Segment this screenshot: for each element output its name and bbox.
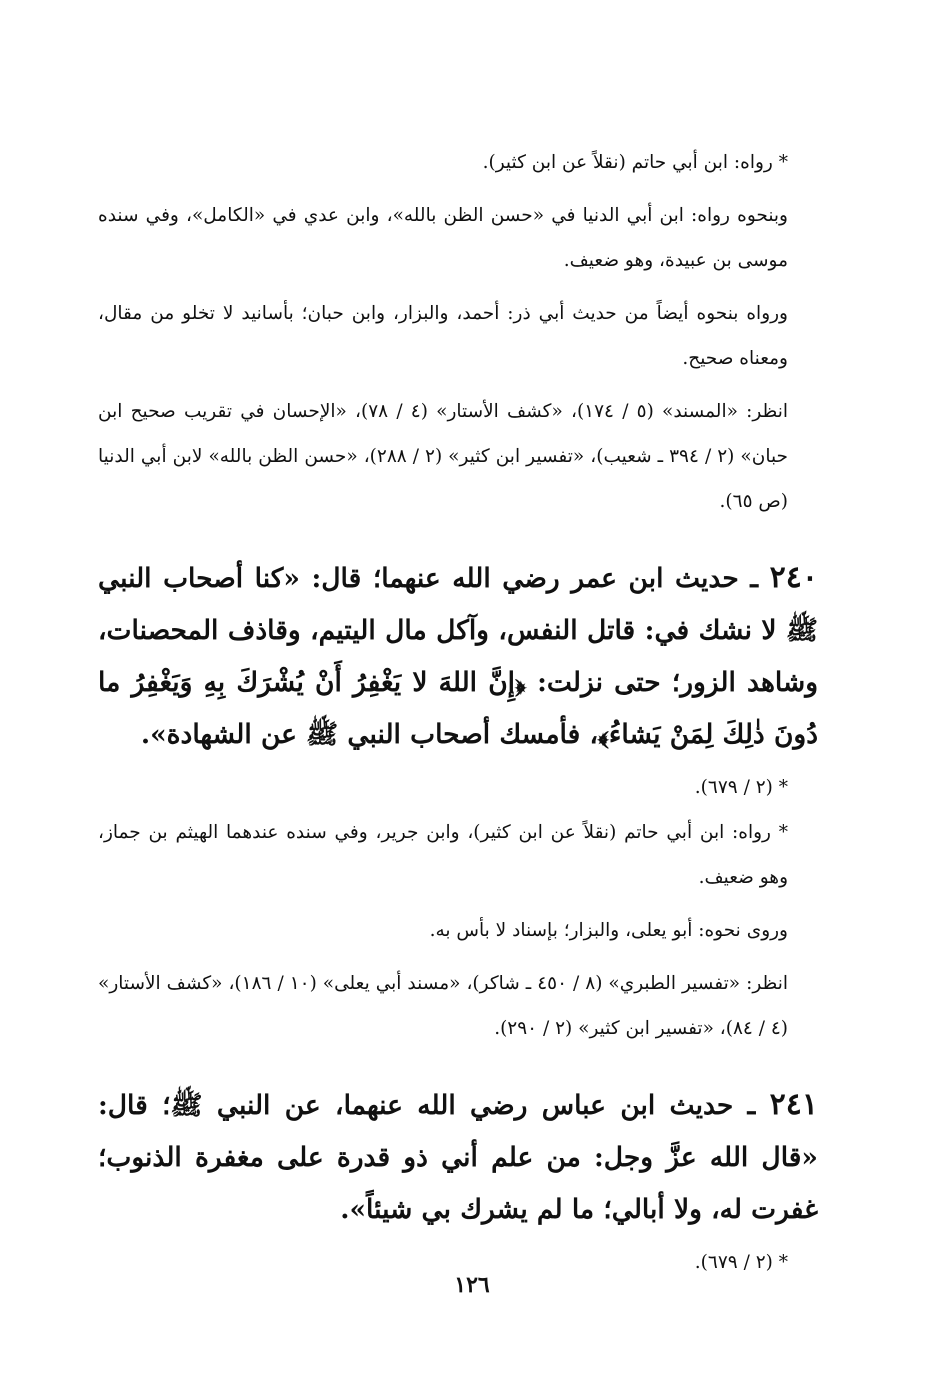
narration-text: * رواه: ابن أبي حاتم (نقلاً عن ابن كثير)، وابن جرير، وفي سنده عندهما الهيثم بن جماز، وهو ضعيف. xyxy=(98,822,788,888)
hadith-reference: * (٢ / ٦٧٩). xyxy=(694,777,788,798)
hadith-reference: * (٢ / ٦٧٩). xyxy=(694,1252,788,1273)
similar-narration-text: وبنحوه رواه: ابن أبي الدنيا في «حسن الظن بالله»، وابن عدي في «الكامل»، وفي سنده موسى بن عبيدة، وهو ضعيف. xyxy=(98,205,788,271)
abu-dharr-narration-text: ورواه بنحوه أيضاً من حديث أبي ذر: أحمد، والبزار، وابن حبان؛ بأسانيد لا تخلو من مقال، ومعناه صحيح. xyxy=(98,303,788,369)
hadith-240 xyxy=(98,552,818,761)
references-text: انظر: «المسند» (٥ / ١٧٤)، «كشف الأستار» (٤ / ٧٨)، «الإحسان في تقريب صحيح ابن حبان» (٢ / ٣٩٤ ـ شعيب)، «تفسير ابن كثير» (٢ / ٢٨٨)، «حسن الظن بالله» لابن أبي الدنيا (ص ٦٥). xyxy=(98,401,789,512)
hadith-241 xyxy=(98,1079,818,1236)
hadith-text: ـ حديث ابن عمر رضي الله عنهما؛ قال: «كنا أصحاب النبي ﷺ لا نشك في: قاتل النفس، وآكل مال اليتيم، وقاذف المحصنات، وشاهد الزور؛ حتى نزلت: ﴿إِنَّ اللهَ لا يَغْفِرُ أَنْ يُشْرَكَ بِهِ وَيَغْفِرُ ما دُونَ ذٰلِكَ لِمَنْ يَشاءُ﴾، فأمسك أصحاب النبي ﷺ عن الشهادة». xyxy=(98,563,818,750)
page-number: ١٢٦ xyxy=(454,1272,490,1298)
references-text: انظر: «تفسير الطبري» (٨ / ٤٥٠ ـ شاكر)، «مسند أبي يعلى» (١٠ / ١٨٦)، «كشف الأستار» (٤ / ٨٤)، «تفسير ابن كثير» (٢ / ٢٩٠). xyxy=(98,973,788,1039)
page-body xyxy=(98,140,818,1336)
narration-text: * رواه: ابن أبي حاتم (نقلاً عن ابن كثير). xyxy=(482,152,788,173)
hadith-number: ٢٤١ xyxy=(769,1087,818,1122)
similar-narration-text: وروى نحوه: أبو يعلى، والبزار؛ بإسناد لا بأس به. xyxy=(429,920,788,941)
hadith-number: ٢٤٠ xyxy=(769,560,818,595)
hadith-text: ـ حديث ابن عباس رضي الله عنهما، عن النبي ﷺ؛ قال: «قال الله عزَّ وجل: من علم أني ذو قدرة على مغفرة الذنوب؛ غفرت له، ولا أبالي؛ ما لم يشرك بي شيئاً». xyxy=(98,1090,818,1225)
